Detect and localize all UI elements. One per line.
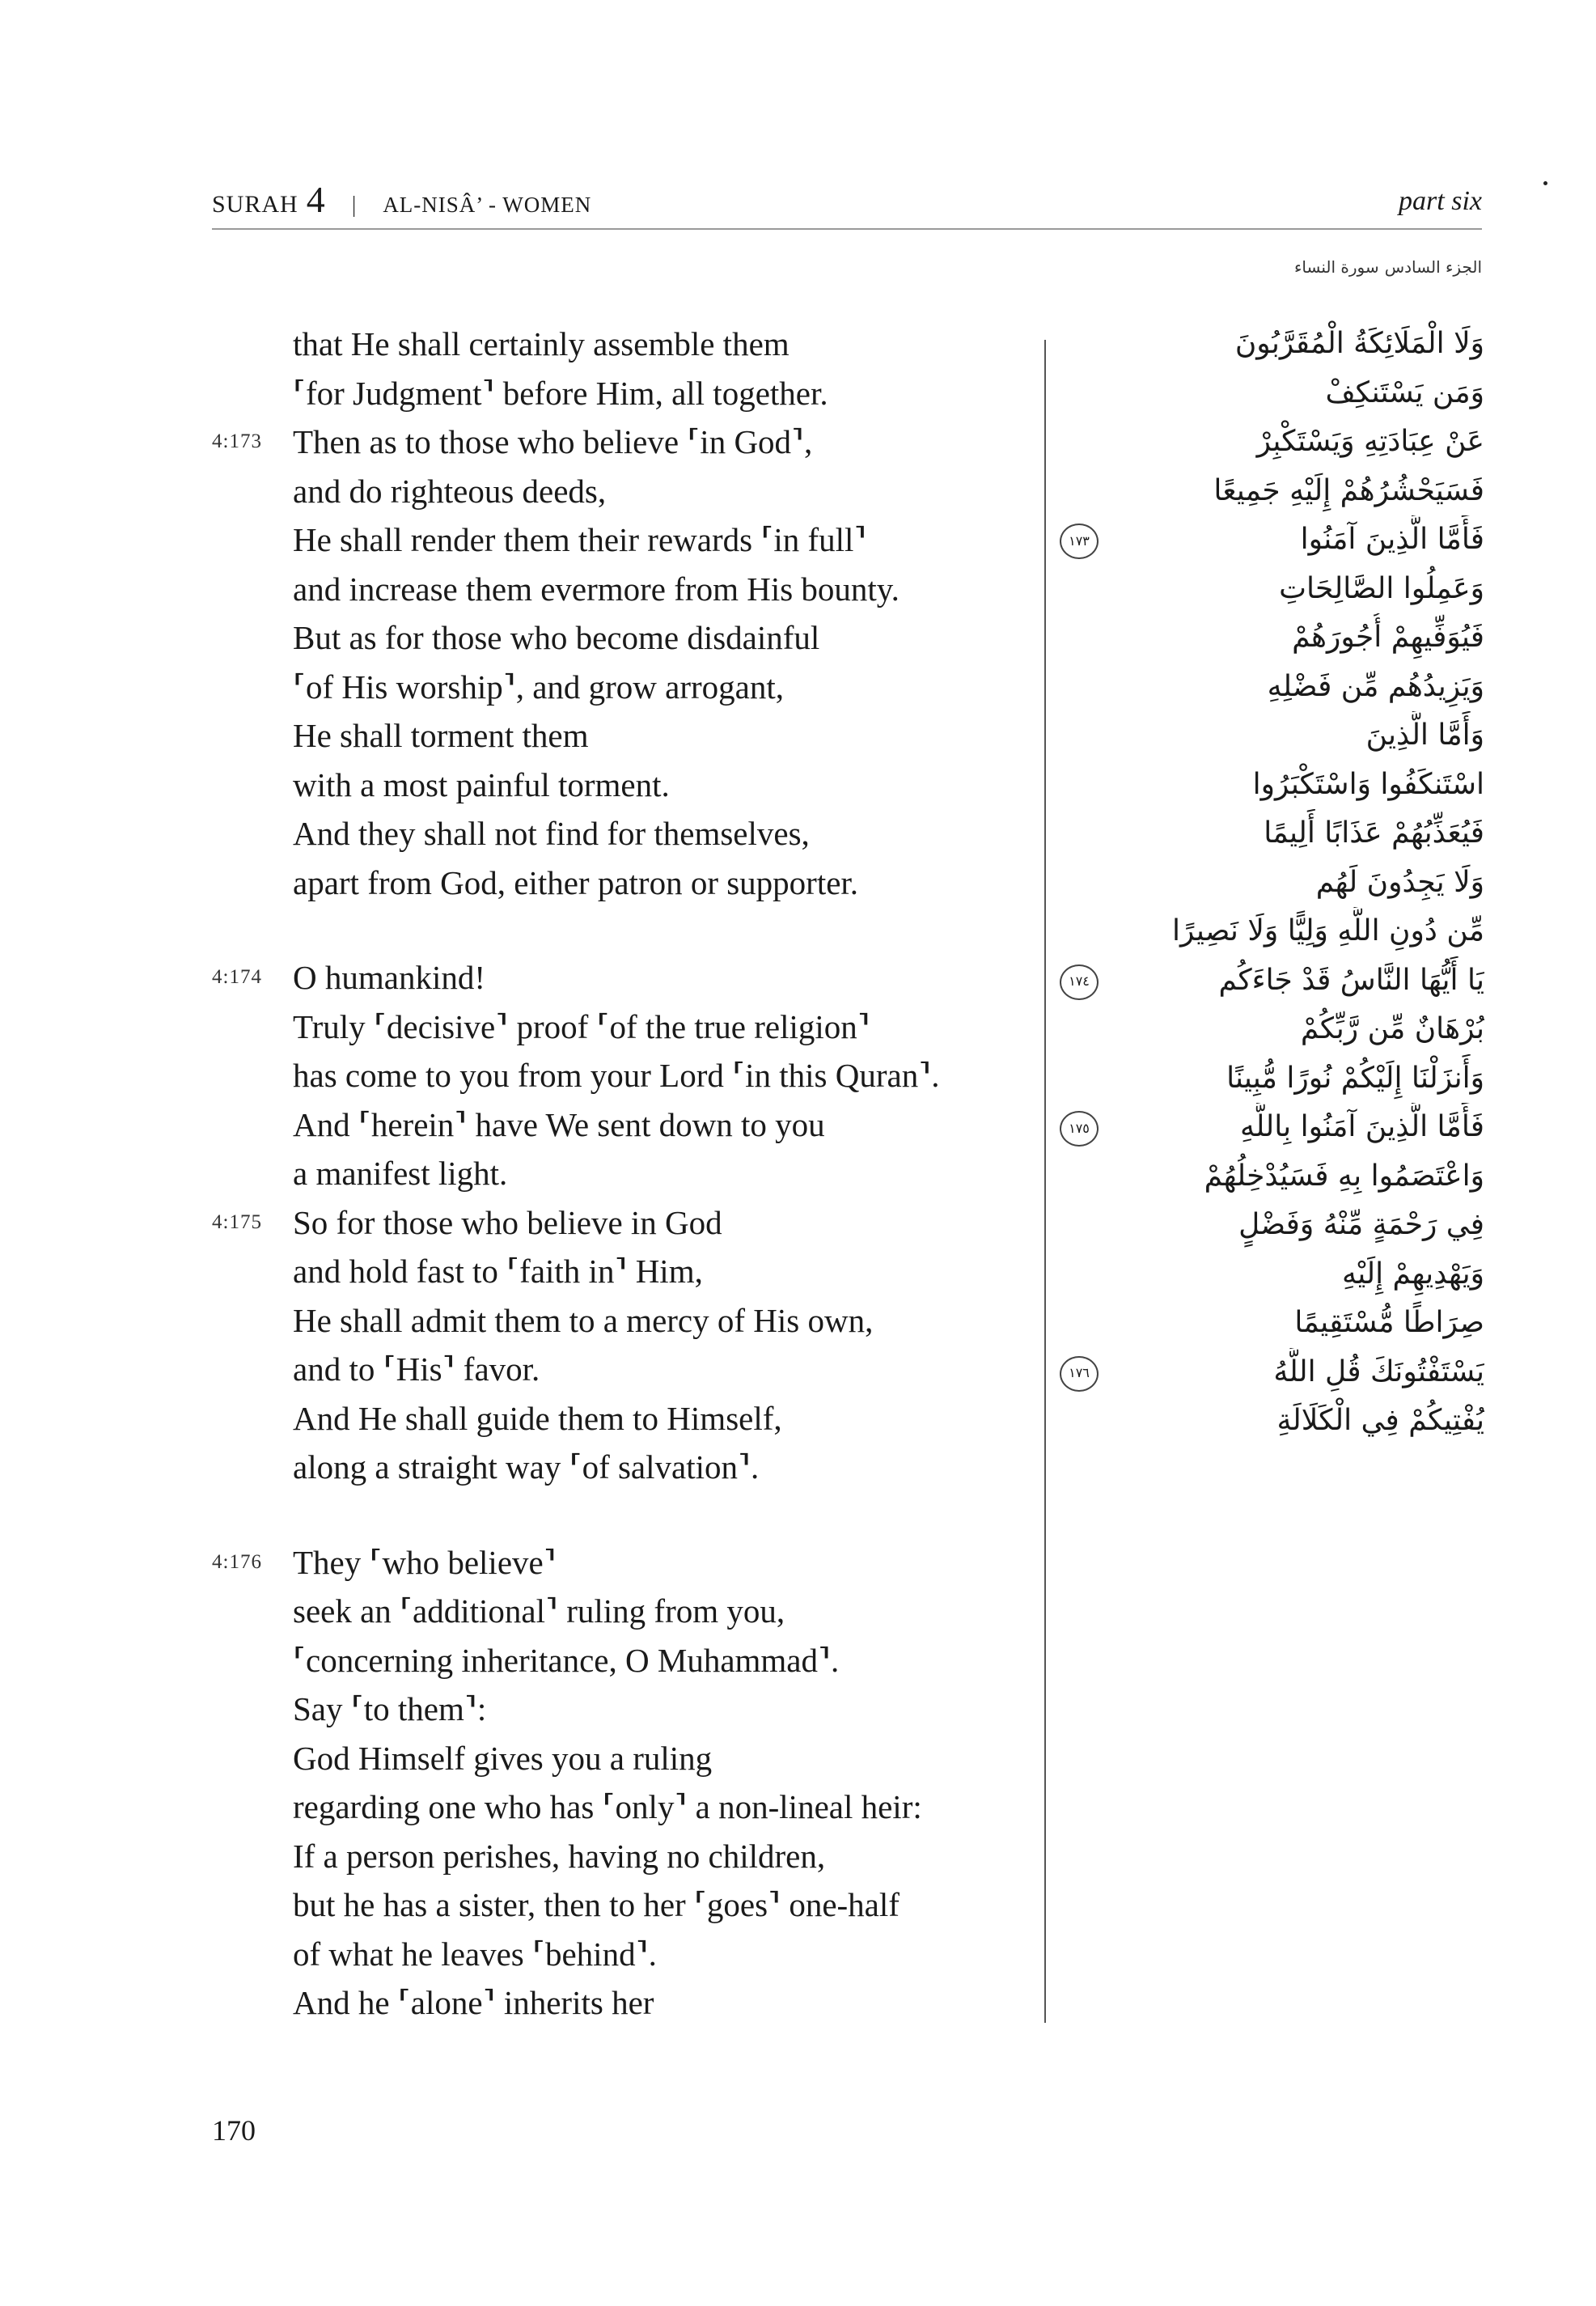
translation-text: Say ⸢to them⸣:: [293, 1690, 487, 1727]
arabic-line: [1060, 1005, 1484, 1054]
header-separator: |: [351, 193, 358, 218]
translation-text: Then as to those who believe ⸢in God⸣,: [293, 423, 813, 460]
arabic-line: [1060, 711, 1484, 761]
translation-text: regarding one who has ⸢only⸣ a non-lineal heir:: [293, 1788, 922, 1825]
translation-text: and hold fast to ⸢faith in⸣ Him,: [293, 1253, 703, 1290]
arabic-text: فَأَمَّا الَّذِينَ آمَنُوا: [1300, 523, 1484, 556]
arabic-text: فَسَيَحْشُرُهُمْ إِلَيْهِ جَمِيعًا: [1213, 473, 1484, 507]
arabic-text: وَاعْتَصَمُوا بِهِ فَسَيُدْخِلُهُمْ: [1204, 1159, 1484, 1193]
translation-text: And they shall not find for themselves,: [293, 815, 810, 852]
translation-line: [212, 1003, 1029, 1052]
translation-text: If a person perishes, having no children,: [293, 1837, 826, 1875]
translation-text: of what he leaves ⸢behind⸣.: [293, 1935, 657, 1973]
arabic-text: وَيَهْدِيهِمْ إِلَيْهِ: [1341, 1257, 1484, 1291]
translation-line: [212, 1734, 1029, 1783]
surah-number: 4: [306, 179, 326, 220]
column-divider: [1044, 340, 1046, 2023]
arabic-part-label: الجزء السادس: [1384, 257, 1482, 277]
arabic-text: اسْتَنكَفُوا وَاسْتَكْبَرُوا: [1252, 767, 1484, 801]
translation-text: and to ⸢His⸣ favor.: [293, 1350, 540, 1388]
translation-line: [212, 1345, 1029, 1394]
translation-text: And He shall guide them to Himself,: [293, 1399, 782, 1437]
translation-line: [212, 1394, 1029, 1443]
verse-number: 4:176: [212, 1550, 262, 1573]
arabic-text: مِّن دُونِ اللَّهِ وَلِيًّا وَلَا نَصِيرًا: [1171, 914, 1484, 947]
arabic-line: [1060, 956, 1484, 1006]
arabic-text: وَعَمِلُوا الصَّالِحَاتِ: [1279, 571, 1484, 605]
arabic-line: [1060, 1348, 1484, 1397]
translation-line: [212, 1636, 1029, 1685]
arabic-line: [1060, 369, 1484, 418]
translation-text: but he has a sister, then to her ⸢goes⸣ one-half: [293, 1886, 900, 1923]
arabic-text: يَا أَيُّهَا النَّاسُ قَدْ جَاءَكُم: [1218, 963, 1484, 997]
translation-line: [212, 809, 1029, 858]
translation-text: ⸢concerning inheritance, O Muhammad⸣.: [293, 1641, 840, 1679]
translation-line: [212, 1198, 1029, 1248]
translation-line: [212, 1930, 1029, 1979]
verse-marker-icon: ١٧٥: [1060, 1111, 1099, 1147]
translation-text: And he ⸢alone⸣ inherits her: [293, 1984, 654, 2021]
translation-text: And ⸢herein⸣ have We sent down to you: [293, 1105, 825, 1143]
arabic-text: وَلَا يَجِدُونَ لَهُم: [1315, 865, 1484, 899]
translation-line: [212, 467, 1029, 516]
translation-line: [212, 1247, 1029, 1296]
verse-number: 4:174: [212, 966, 262, 988]
arabic-line: [1060, 613, 1484, 663]
translation-line: [212, 613, 1029, 663]
arabic-text: فَيُوَفِّيهِمْ أُجُورَهُمْ: [1292, 621, 1484, 654]
translation-text: along a straight way ⸢of salvation⸣.: [293, 1448, 760, 1486]
translation-text: They ⸢who believe⸣: [293, 1543, 557, 1581]
translation-text: a manifest light.: [293, 1155, 508, 1192]
arabic-text: وَيَزِيدُهُم مِّن فَضْلِهِ: [1267, 669, 1484, 703]
arabic-text: صِرَاطًا مُّسْتَقِيمًا: [1294, 1306, 1484, 1339]
part-label: part six: [1399, 186, 1482, 216]
arabic-line: [1060, 418, 1484, 467]
arabic-text: بُرْهَانٌ مِّن رَّبِّكُمْ: [1300, 1012, 1484, 1045]
translation-line: [212, 953, 1029, 1003]
translation-line: [212, 1443, 1029, 1492]
surah-label: SURAH: [212, 191, 298, 218]
arabic-header: [1294, 257, 1482, 290]
arabic-text: فِي رَحْمَةٍ مِّنْهُ وَفَضْلٍ: [1238, 1208, 1484, 1241]
translation-text: So for those who believe in God: [293, 1203, 722, 1241]
translation-text: that He shall certainly assemble them: [293, 325, 790, 362]
translation-line: [212, 1978, 1029, 2028]
header-left: [212, 181, 591, 218]
verse-marker-icon: ١٧٤: [1060, 964, 1099, 1000]
arabic-column: [1060, 320, 1484, 1446]
arabic-text: يُفْتِيكُمْ فِي الْكَلَالَةِ: [1276, 1404, 1484, 1437]
arabic-line: [1060, 1397, 1484, 1446]
arabic-text: يَسْتَفْتُونَكَ قُلِ اللَّهُ: [1273, 1354, 1484, 1388]
arabic-text: فَيُعَذِّبُهُمْ عَذَابًا أَلِيمًا: [1264, 816, 1484, 850]
translation-line: [212, 1587, 1029, 1636]
translation-text: and increase them evermore from His bounty.: [293, 570, 900, 608]
stray-mark: [1543, 181, 1547, 185]
translation-text: apart from God, either patron or supporter.: [293, 863, 859, 901]
translation-line: [212, 515, 1029, 565]
translation-column: [212, 320, 1029, 2028]
arabic-line: [1060, 320, 1484, 369]
arabic-line: [1060, 1299, 1484, 1348]
arabic-surah-label: سورة النساء: [1294, 257, 1379, 277]
translation-line: [212, 761, 1029, 810]
translation-line: [212, 858, 1029, 908]
verse-number: 4:175: [212, 1210, 262, 1233]
arabic-line: [1060, 1250, 1484, 1299]
translation-text: God Himself gives you a ruling: [293, 1739, 713, 1777]
translation-text: has come to you from your Lord ⸢in this Quran⸣.: [293, 1057, 940, 1094]
translation-text: Truly ⸢decisive⸣ proof ⸢of the true religion⸣: [293, 1007, 870, 1045]
translation-text: He shall torment them: [293, 717, 589, 754]
stanza-gap: [212, 1492, 1029, 1538]
arabic-line: [1060, 663, 1484, 712]
translation-line: [212, 565, 1029, 614]
translation-line: [212, 1296, 1029, 1346]
arabic-line: [1060, 761, 1484, 810]
verse-number: 4:173: [212, 430, 262, 452]
arabic-line: [1060, 1152, 1484, 1202]
translation-text: ⸢for Judgment⸣ before Him, all together.: [293, 374, 828, 412]
translation-text: He shall render them their rewards ⸢in full⸣: [293, 521, 867, 558]
arabic-line: [1060, 1103, 1484, 1152]
translation-line: [212, 1685, 1029, 1734]
stanza-gap: [212, 907, 1029, 953]
translation-line: [212, 1880, 1029, 1930]
arabic-text: فَأَمَّا الَّذِينَ آمَنُوا بِاللَّهِ: [1240, 1110, 1484, 1143]
arabic-line: [1060, 907, 1484, 956]
translation-text: He shall admit them to a mercy of His own,: [293, 1301, 874, 1339]
arabic-text: وَأَنزَلْنَا إِلَيْكُمْ نُورًا مُّبِينًا: [1226, 1061, 1484, 1095]
running-header: [212, 180, 1482, 230]
translation-line: [212, 1100, 1029, 1150]
translation-text: O humankind!: [293, 959, 485, 996]
translation-text: But as for those who become disdainful: [293, 619, 820, 656]
arabic-text: وَأَمَّا الَّذِينَ: [1365, 719, 1484, 752]
translation-line: [212, 369, 1029, 418]
translation-line: [212, 1149, 1029, 1198]
translation-line: [212, 1782, 1029, 1832]
translation-line: [212, 320, 1029, 369]
arabic-line: [1060, 565, 1484, 614]
arabic-text: وَمَن يَسْتَنكِفْ: [1325, 375, 1484, 409]
verse-marker-icon: ١٧٦: [1060, 1356, 1099, 1392]
arabic-line: [1060, 467, 1484, 516]
arabic-line: [1060, 809, 1484, 858]
translation-line: [212, 663, 1029, 712]
arabic-line: [1060, 515, 1484, 565]
translation-line: [212, 711, 1029, 761]
arabic-text: عَنْ عِبَادَتِهِ وَيَسْتَكْبِرْ: [1256, 425, 1484, 458]
translation-line: [212, 1832, 1029, 1881]
translation-line: [212, 1538, 1029, 1587]
translation-text: with a most painful torment.: [293, 765, 670, 803]
arabic-line: [1060, 1201, 1484, 1250]
translation-text: seek an ⸢additional⸣ ruling from you,: [293, 1592, 785, 1630]
arabic-line: [1060, 858, 1484, 908]
arabic-text: وَلَا الْمَلَائِكَةُ الْمُقَرَّبُونَ: [1234, 327, 1484, 360]
verse-marker-icon: ١٧٣: [1060, 524, 1099, 559]
translation-text: ⸢of His worship⸣, and grow arrogant,: [293, 668, 785, 706]
translation-text: and do righteous deeds,: [293, 472, 607, 510]
surah-title: AL-NISÂ’ - WOMEN: [383, 193, 592, 217]
translation-line: [212, 1051, 1029, 1100]
translation-line: [212, 418, 1029, 467]
arabic-line: [1060, 1054, 1484, 1104]
page-number: 170: [212, 2114, 256, 2147]
